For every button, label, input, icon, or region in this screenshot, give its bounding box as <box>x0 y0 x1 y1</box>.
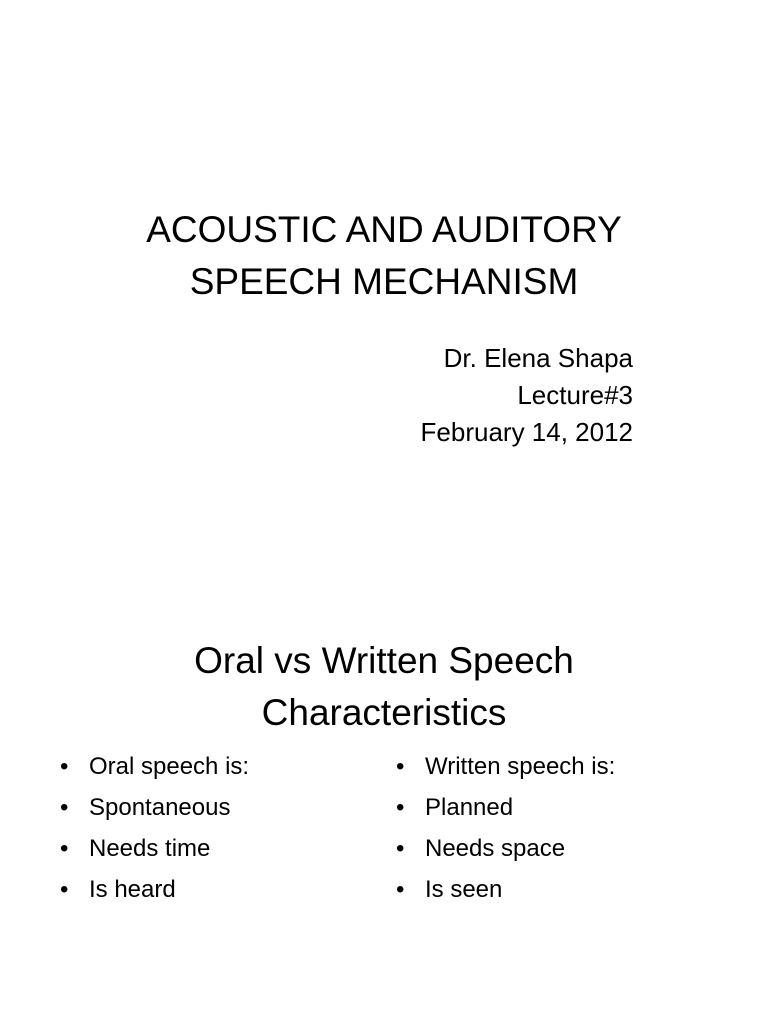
bullet-icon: • <box>396 794 405 821</box>
list-item-text: Needs space <box>425 835 566 862</box>
list-item-text: Planned <box>425 794 514 821</box>
list-item <box>58 787 249 828</box>
written-speech-list <box>394 746 615 910</box>
list-item <box>58 869 249 910</box>
title-line: Oral vs Written Speech <box>194 640 574 681</box>
list-item-text: Spontaneous <box>89 794 231 821</box>
slide-title <box>0 635 768 739</box>
title-line: Characteristics <box>261 692 507 733</box>
list-item <box>394 828 615 869</box>
subtitle-block <box>421 340 633 451</box>
lecture-date: February 14, 2012 <box>420 417 633 447</box>
title-line: SPEECH MECHANISM <box>189 261 579 302</box>
bullet-icon: • <box>60 876 69 903</box>
bullet-icon: • <box>60 835 69 862</box>
presentation-title <box>0 204 768 308</box>
list-item <box>58 746 249 787</box>
list-item-text: Written speech is: <box>425 753 616 780</box>
bullet-icon: • <box>60 794 69 821</box>
list-item-text: Is heard <box>89 876 176 903</box>
list-item-text: Oral speech is: <box>89 753 250 780</box>
bullet-icon: • <box>396 876 405 903</box>
oral-speech-list <box>58 746 249 910</box>
list-item <box>394 869 615 910</box>
title-line: ACOUSTIC AND AUDITORY <box>146 209 622 250</box>
bullet-icon: • <box>60 753 69 780</box>
list-item <box>58 828 249 869</box>
list-item-text: Is seen <box>425 876 503 903</box>
bullet-icon: • <box>396 835 405 862</box>
bullet-icon: • <box>396 753 405 780</box>
list-item <box>394 746 615 787</box>
list-item-text: Needs time <box>89 835 211 862</box>
content-slide <box>0 576 768 1024</box>
lecture-number: Lecture#3 <box>517 380 633 410</box>
author-name: Dr. Elena Shapa <box>443 343 633 373</box>
list-item <box>394 787 615 828</box>
